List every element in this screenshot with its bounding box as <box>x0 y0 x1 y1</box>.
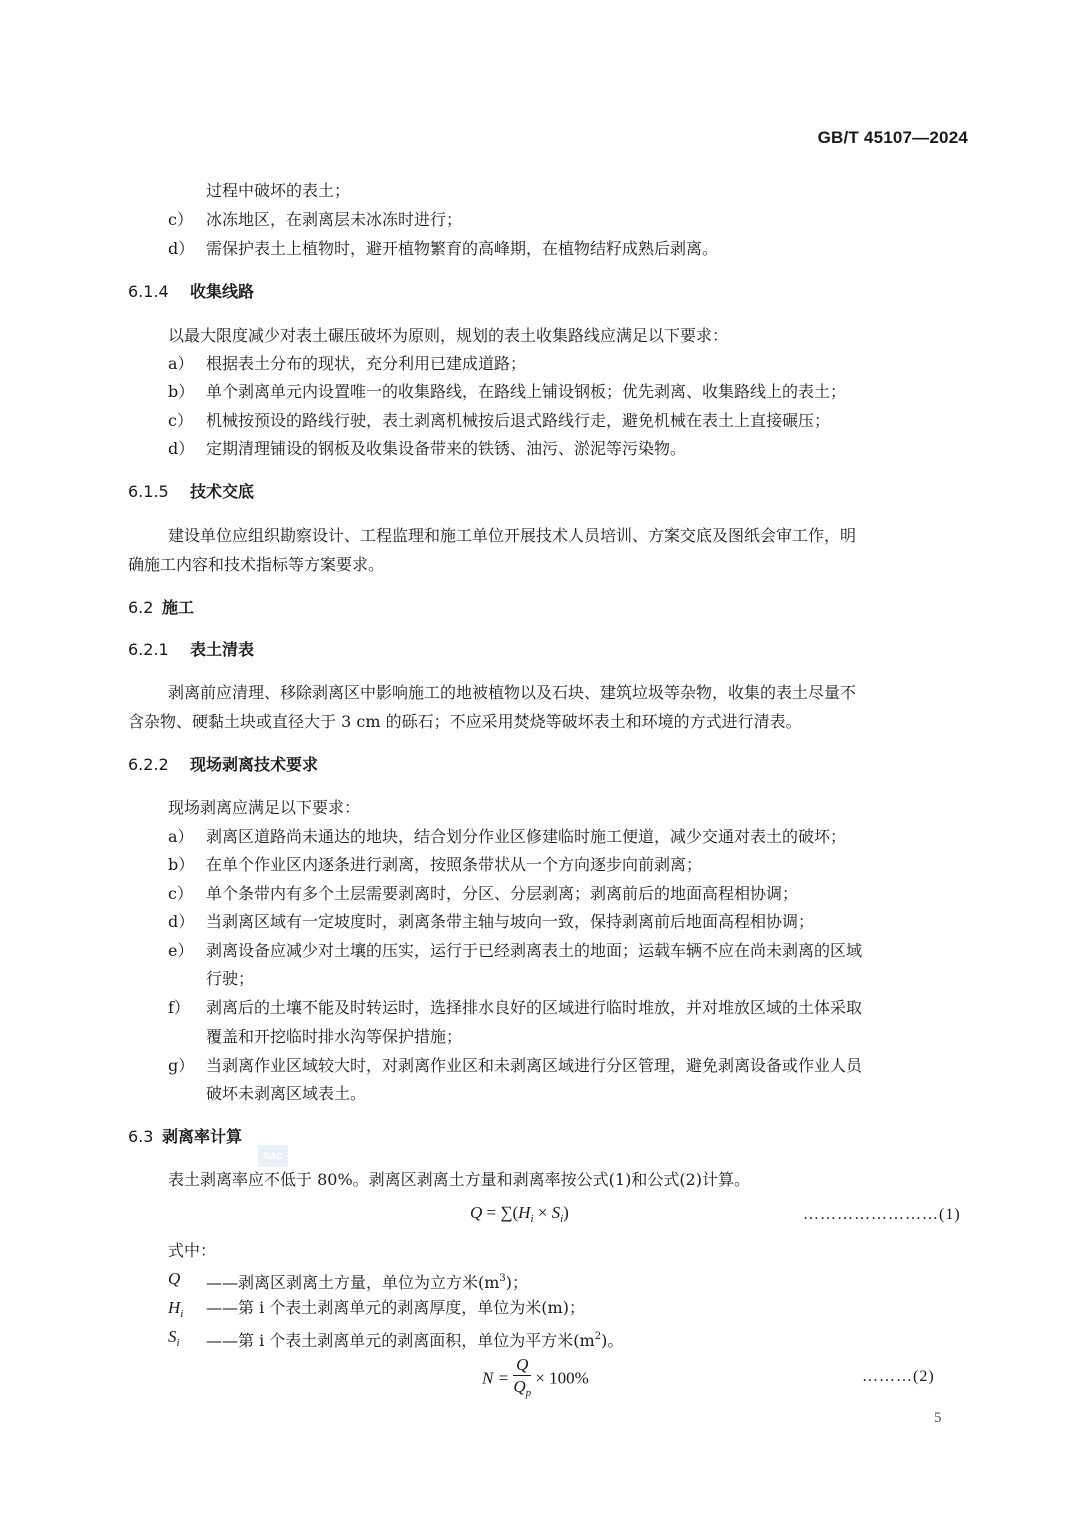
equation-number-1: ……………………(1) <box>803 1206 961 1223</box>
list-item-continuation: 覆盖和开挖临时排水沟等保护措施； <box>206 1027 463 1046</box>
list-item: 单个剥离单元内设置唯一的收集路线，在路线上铺设钢板；优先剥离、收集路线上的表土； <box>206 382 847 401</box>
page-number: 5 <box>934 1410 942 1426</box>
list-marker: d） <box>168 439 195 458</box>
list-item: 剥离设备应减少对土壤的压实，运行于已经剥离表土的地面；运载车辆不应在尚未剥离的区域 <box>206 941 863 960</box>
list-item-continuation: 行驶； <box>206 969 255 988</box>
section-title: 剥离率计算 <box>162 1127 243 1146</box>
list-item: 定期清理铺设的钢板及收集设备带来的铁锈、油污、淤泥等污染物。 <box>206 439 687 458</box>
formula-1 <box>470 1203 569 1225</box>
paragraph: 表土剥离率应不低于 80%。剥离区剥离土方量和剥离率按公式(1)和公式(2)计算。 <box>168 1170 750 1189</box>
section-title: 表土清表 <box>190 640 255 659</box>
list-item: 根据表土分布的现状，充分利用已建成道路； <box>206 354 527 373</box>
paragraph: 以最大限度减少对表土碾压破坏为原则，规划的表土收集路线应满足以下要求： <box>168 326 729 345</box>
list-item: 当剥离区域有一定坡度时，剥离条带主轴与坡向一致，保持剥离前后地面高程相协调； <box>206 912 815 931</box>
list-item-continuation: 破坏未剥离区域表土。 <box>206 1084 367 1103</box>
section-number: 6.2 <box>128 598 154 617</box>
formula-q: Q <box>470 1203 483 1222</box>
variable-symbol: $S_i$ <box>168 1327 180 1349</box>
formula-h: H <box>518 1203 531 1222</box>
section-number: 6.2.1 <box>128 640 169 659</box>
section-heading-6-1-5 <box>128 481 254 503</box>
list-item: 机械按预设的路线行驶，表土剥离机械按后退式路线行走，避免机械在表土上直接碾压； <box>206 411 831 430</box>
section-title: 现场剥离技术要求 <box>190 755 319 774</box>
formula-sub: i <box>530 1213 534 1225</box>
variable-definition: ——第 i 个表土剥离单元的剥离厚度，单位为米(m)； <box>206 1298 585 1317</box>
fraction <box>513 1355 531 1404</box>
paragraph-line: 含杂物、硬黏土块或直径大于 3 cm 的砾石；不应采用焚烧等破坏表土和环境的方式进行清表。 <box>128 712 802 731</box>
section-title: 技术交底 <box>190 482 255 501</box>
formula-n: N = <box>482 1368 510 1388</box>
sac-watermark: SAC <box>258 1145 288 1167</box>
list-marker: d） <box>168 912 195 931</box>
formula-2 <box>482 1355 589 1404</box>
list-item: 需保护表土上植物时，避开植物繁育的高峰期，在植物结籽成熟后剥离。 <box>206 239 719 258</box>
section-heading-6-2 <box>128 597 194 619</box>
section-heading-6-2-2 <box>128 754 318 776</box>
formula-close: ) <box>563 1203 569 1222</box>
list-marker: g） <box>168 1056 195 1075</box>
list-marker: a） <box>168 354 194 373</box>
list-item: 当剥离作业区域较大时，对剥离作业区和未剥离区域进行分区管理，避免剥离设备或作业人员 <box>206 1056 863 1075</box>
section-number: 6.1.4 <box>128 282 169 301</box>
list-marker: a） <box>168 827 194 846</box>
paragraph: 现场剥离应满足以下要求： <box>168 798 361 817</box>
variable-definition: ——第 i 个表土剥离单元的剥离面积，单位为平方米$(m^2)$。 <box>206 1331 624 1350</box>
numerator: Q <box>513 1355 531 1376</box>
paragraph-line: 确施工内容和技术指标等方案要求。 <box>128 555 385 574</box>
list-item: 单个条带内有多个土层需要剥离时，分区、分层剥离；剥离前后的地面高程相协调； <box>206 884 799 903</box>
section-heading-6-1-4 <box>128 281 254 303</box>
denominator: $Q_p$ <box>513 1377 532 1399</box>
paragraph-line: 建设单位应组织勘察设计、工程监理和施工单位开展技术人员培训、方案交底及图纸会审工作，明 <box>168 526 857 545</box>
list-item: 剥离后的土壤不能及时转运时，选择排水良好的区域进行临时堆放，并对堆放区域的土体采取 <box>206 998 863 1017</box>
list-item: 冰冻地区，在剥离层未冰冻时进行； <box>206 210 463 229</box>
formula-sub: i <box>560 1213 564 1225</box>
section-heading-6-2-1 <box>128 639 254 661</box>
continuation-line: 过程中破坏的表土； <box>206 181 351 200</box>
formula-times: × <box>533 1203 552 1222</box>
section-number: 6.3 <box>128 1127 154 1146</box>
section-title: 施工 <box>162 598 195 617</box>
paragraph-line: 剥离前应清理、移除剥离区中影响施工的地被植物以及石块、建筑垃圾等杂物，收集的表土尽量不 <box>168 683 857 702</box>
list-marker: c） <box>168 411 193 430</box>
list-item: 剥离区道路尚未通达的地块，结合划分作业区修建临时施工便道，减少交通对表土的破坏； <box>206 827 847 846</box>
section-number: 6.1.5 <box>128 482 169 501</box>
variable-definition: ——剥离区剥离土方量，单位为立方米$(m^3)$； <box>206 1273 529 1292</box>
variable-symbol: Q <box>168 1269 181 1288</box>
variable-symbol: $H_i$ <box>168 1298 184 1320</box>
list-marker: c） <box>168 884 193 903</box>
list-marker: b） <box>168 855 195 874</box>
list-marker: b） <box>168 382 195 401</box>
list-marker: e） <box>168 941 194 960</box>
formula-sum: = ∑( <box>482 1203 519 1222</box>
where-label: 式中： <box>168 1241 217 1260</box>
section-number: 6.2.2 <box>128 755 169 774</box>
equation-number-2: ………(2) <box>862 1368 935 1385</box>
section-title: 收集线路 <box>190 282 255 301</box>
standard-number: GB/T 45107—2024 <box>817 128 968 147</box>
section-heading-6-3 <box>128 1126 242 1148</box>
list-item: 在单个作业区内逐条进行剥离，按照条带状从一个方向逐步向前剥离； <box>206 855 703 874</box>
list-marker: d） <box>168 239 195 258</box>
list-marker: c） <box>168 210 193 229</box>
list-marker: f） <box>168 998 190 1017</box>
formula-multiplier: × 100% <box>535 1368 589 1388</box>
formula-s: S <box>551 1203 561 1222</box>
